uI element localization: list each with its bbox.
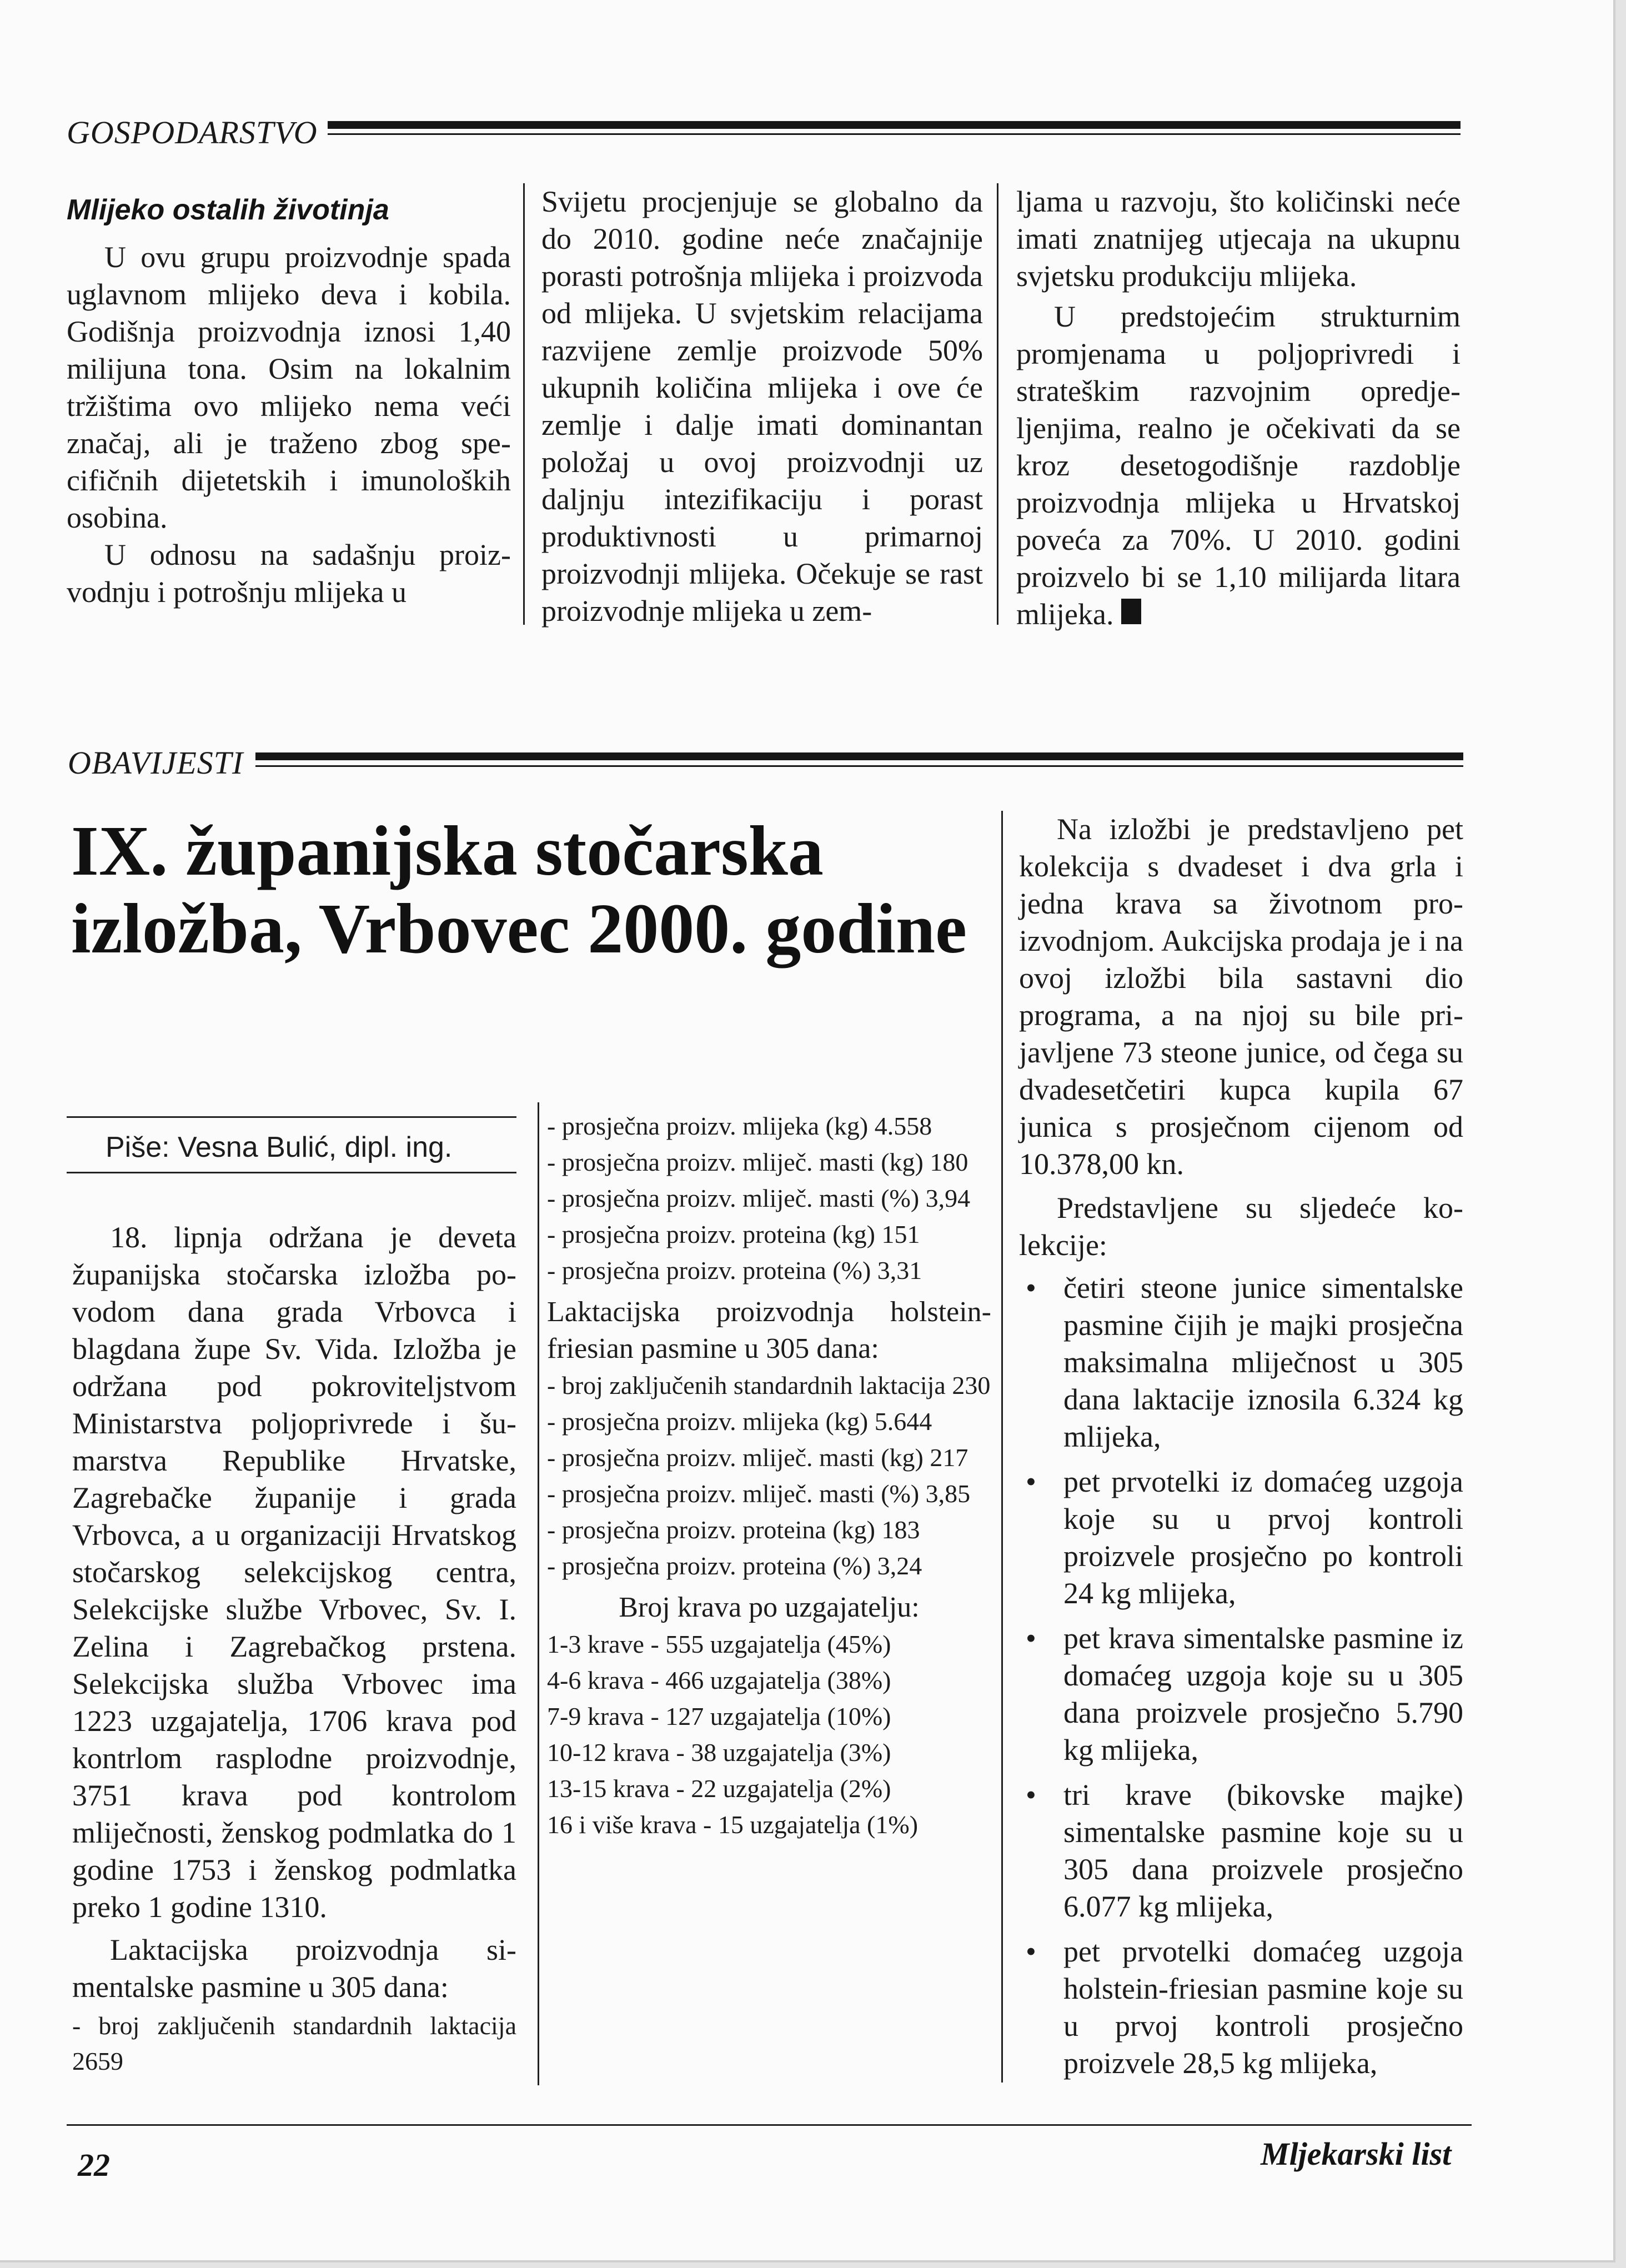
stats-heading-cows-per-breeder: Broj krava po uzgajatelju: [619, 1592, 920, 1623]
page-number: 22 [78, 2147, 110, 2183]
paragraph: ljama u razvoju, što količinski neće imati znatnijeg utjecaja na ukupnu svjetsku produkciju mlijeka. [1016, 185, 1461, 293]
stats-item: - prosječna proizv. mlijeka (kg) 5.644 [547, 1407, 932, 1436]
stats-item: 10-12 krava - 38 uzgajatelja (3%) [547, 1738, 891, 1767]
stats-item: - prosječna proizv. mliječ. masti (kg) 180 [547, 1148, 968, 1176]
stats-item: 1-3 krave - 555 uzgajatelja (45%) [547, 1630, 891, 1658]
list-item-text: pet prvotelki domaćeg uzgoja holstein-friesian pasmine koje su u prvoj kontroli prosječno proizvele 28,5 kg mlijeka, [1063, 1935, 1463, 2080]
stats-item: - prosječna proizv. proteina (kg) 151 [547, 1220, 920, 1248]
bullet-icon: • [1026, 1271, 1036, 1304]
stats-item: 13-15 krava - 22 uzgajatelja (2%) [547, 1774, 891, 1803]
stats-list-simmental [547, 1108, 991, 1288]
list-item-text: pet prvotelki iz domaćeg uzgoja koje su u prvoj kontroli proizvele prosječno po kontroli 24 kg mlijeka, [1063, 1465, 1463, 1610]
byline: Piše: Vesna Bulić, dipl. ing. [106, 1131, 453, 1163]
stats-item: - prosječna proizv. proteina (kg) 183 [547, 1516, 920, 1544]
column-divider [523, 183, 525, 625]
bullet-icon: • [1026, 1465, 1036, 1498]
bottom-column-2 [547, 1108, 991, 1843]
stats-item: 7-9 krava - 127 uzgajatelja (10%) [547, 1702, 891, 1730]
stats-heading-holstein: Laktacijska proizvodnja holstein-friesian pasmine u 305 dana: [547, 1296, 991, 1364]
stats-item: - broj zaključenih standardnih laktacija 230 [547, 1371, 991, 1399]
list-item-text: tri krave (bikovske majke) simentalske pasmine koje su u 305 dana proizvele prosječno 6.077 kg mlijeka, [1063, 1778, 1463, 1923]
byline-rule-bottom [67, 1172, 516, 1173]
stats-item: - prosječna proizv. proteina (%) 3,31 [547, 1256, 922, 1284]
column-divider [538, 1102, 539, 2085]
list-item-text: četiri steone junice simentalske pasmine čijih je majki prosječna maksimalna mliječnost u 305 dana laktacije iznosila 6.324 kg mlijeka, [1063, 1271, 1463, 1453]
footer-rule [67, 2124, 1472, 2126]
bullet-icon: • [1026, 1935, 1036, 1968]
stats-item: - prosječna proizv. mliječ. masti (%) 3,85 [547, 1479, 971, 1508]
section-rule-thick [255, 752, 1463, 760]
paragraph: - broj zaključenih standardnih laktacija 2659 [72, 2011, 516, 2075]
section-rule-thin [255, 765, 1463, 767]
subheading: Mlijeko ostalih životinja [67, 194, 389, 226]
paragraph [1016, 298, 1461, 633]
stats-item: - prosječna proizv. proteina (%) 3,24 [547, 1552, 922, 1580]
paragraph: 18. lipnja održana je deveta županijska stočarska izložba povodom dana grada Vrbovca i blagdana župe Sv. Vida. Izložba je održana pod pokroviteljstvom Ministarstva poljoprivrede i šumarstva Republike Hrvatske, Zagrebačke županije i grada Vrbovca, a u organizaciji Hrvatskog stočarskog selekcijskog centra, Selekcijske službe Vrbovec, Sv. I. Zelina i Zagrebačkog prstena. Selekcijska služba Vrbovec ima 1223 uzgajatelja, 1706 krava pod kontrlom rasplodne proizvodnje, 3751 krava pod kontrolom mliječnosti, ženskog podmlatka do 1 godine 1753 i ženskog podmlatka preko 1 godine 1310. [72, 1221, 516, 1924]
bullet-icon: • [1026, 1622, 1036, 1655]
paragraph: U ovu grupu proizvodnje spada uglavnom mlijeko deva i kobila. Godišnja proizvodnja iznosi 1,40 milijuna tona. Osim na lokalnim tržištima ovo mlijeko nema veći značaj, ali je traženo zbog specifičnih dijetetskih i imunoloških osobina. [67, 240, 511, 534]
publication-name: Mljekarski list [1261, 2136, 1452, 2172]
section-rule-thick [328, 121, 1461, 129]
paragraph: Svijetu procjenjuje se globalno da do 2010. godine neće značajnije porasti potrošnja mlijeka i proizvoda od mlijeka. U svjetskim relacijama razvijene zemlje proizvode 50% ukupnih količina mlijeka i ove će zemlje i dalje imati dominantan položaj u ovoj proizvodnji uz daljnju intezifikaciju i porast produktivnosti u primarnoj proizvodnji mlijeka. Očekuje se rast proizvodnje mlijeka u zem- [541, 185, 983, 628]
column-divider [997, 183, 998, 625]
list-item [1019, 1933, 1463, 2082]
paragraph: Predstavljene su sljedeće kolekcije: [1019, 1191, 1463, 1262]
list-item [1019, 1777, 1463, 1925]
list-item-text: pet krava simentalske pasmine iz domaćeg uzgoja koje su u 305 dana proizvele prosječno 5.790 kg mlijeka, [1063, 1622, 1463, 1767]
section-label-gospodarstvo: GOSPODARSTVO [67, 114, 318, 150]
paragraph: Laktacijska proizvodnja simentalske pasmine u 305 dana: [72, 1933, 516, 2004]
top-column-3 [1016, 183, 1461, 633]
stats-list-holstein [547, 1367, 991, 1584]
list-item [1019, 1463, 1463, 1612]
paragraph-text: U predstojećim strukturnim promjenama u poljoprivredi i strateškim razvojnim opredjeljenjima, realno je očekivati da se kroz desetogodišnje razdoblje proizvodnja mlijeka u Hrvatskoj poveća za 70%. U 2010. godini proizvelo bi se 1,10 milijarda litara mlijeka. [1016, 300, 1461, 631]
list-item [1019, 1270, 1463, 1456]
top-column-2 [541, 183, 983, 630]
section-rule-thin [328, 133, 1461, 135]
stats-item: - prosječna proizv. mliječ. masti (%) 3,94 [547, 1184, 971, 1212]
stats-item: 16 i više krava - 15 uzgajatelja (1%) [547, 1810, 919, 1839]
bottom-column-1 [72, 1219, 516, 2079]
stats-item: - prosječna proizv. mlijeka (kg) 4.558 [547, 1112, 932, 1140]
bullet-icon: • [1026, 1778, 1036, 1812]
paragraph: U odnosu na sadašnju proizvodnju i potrošnju mlijeka u [67, 538, 511, 609]
top-column-1 [67, 239, 511, 611]
bottom-column-3 [1019, 811, 1463, 2090]
list-item [1019, 1620, 1463, 1769]
end-mark-icon [1121, 599, 1141, 624]
byline-rule-top [67, 1116, 516, 1118]
stats-item: 4-6 krava - 466 uzgajatelja (38%) [547, 1666, 891, 1694]
column-divider [1001, 811, 1003, 2083]
paragraph: Na izložbi je predstavljeno pet kolekcija s dvadeset i dva grla i jedna krava sa životnom proizvodnjom. Aukcijska prodaja je i na ovoj izložbi bila sastavni dio programa, a na njoj su bile prijavljene 73 steone junice, od čega su dvadesetčetiri kupca kupila 67 junica s prosječnom cijenom od 10.378,00 kn. [1019, 812, 1463, 1181]
article-headline: IX. županijska stočarska izložba, Vrbovec 2000. godine [71, 811, 967, 968]
stats-list-cows-per-breeder [547, 1626, 991, 1843]
section-label-obavijesti: OBAVIJESTI [68, 745, 244, 781]
collection-list [1019, 1270, 1463, 2082]
stats-item: - prosječna proizv. mliječ. masti (kg) 217 [547, 1443, 968, 1472]
